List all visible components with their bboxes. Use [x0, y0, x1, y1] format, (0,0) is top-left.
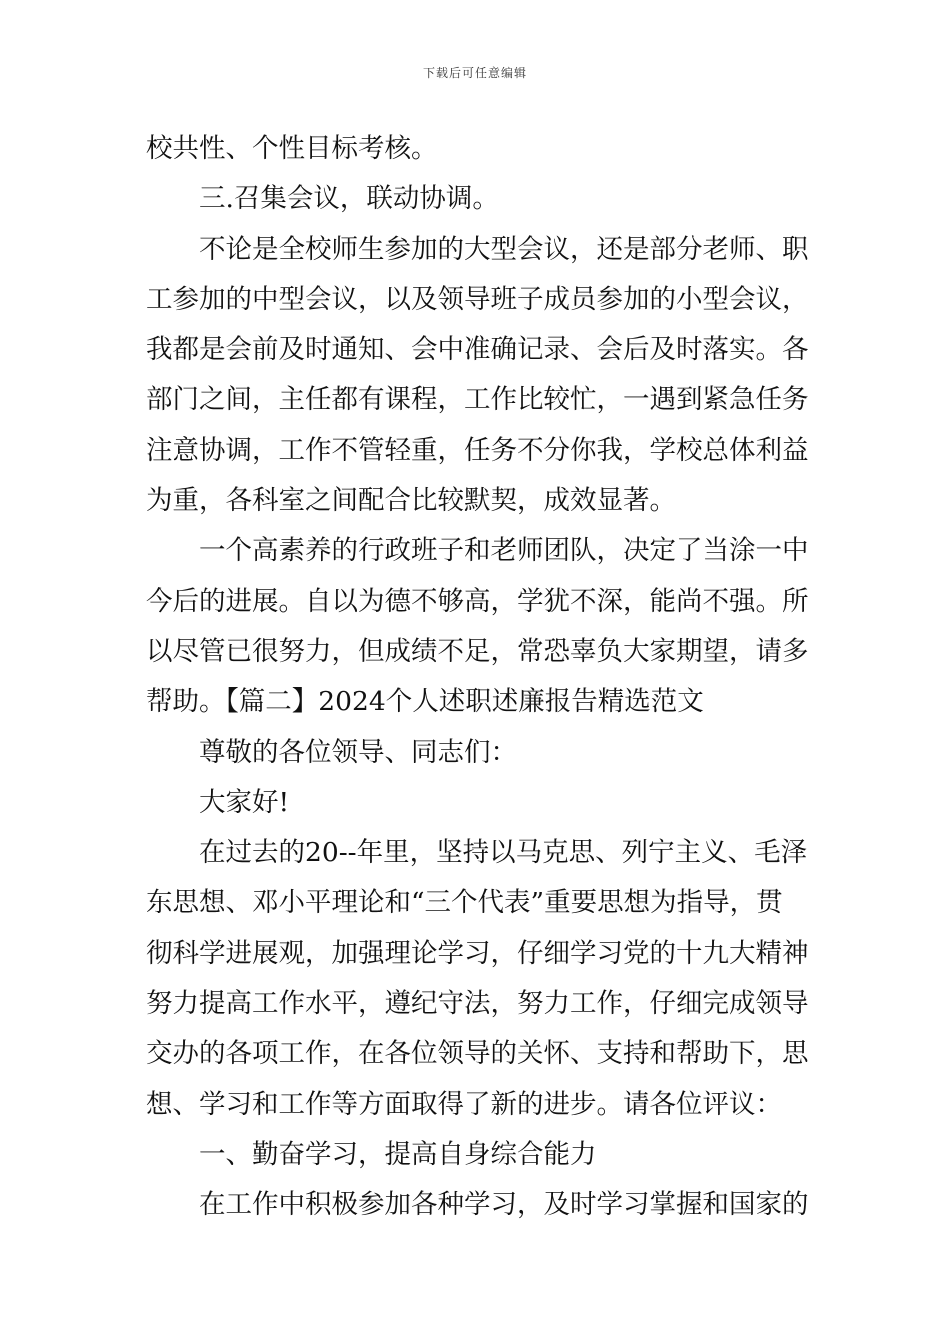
text-line: 我都是会前及时通知、会中准确记录、会后及时落实。各	[146, 334, 809, 366]
text-line: 想、学习和工作等方面取得了新的进步。请各位评议：	[146, 1088, 782, 1120]
text-line: 彻科学进展观，加强理论学习，仔细学习党的十九大精神	[146, 937, 809, 969]
text-line: 一个高素养的行政班子和老师团队，决定了当涂一中	[199, 535, 809, 567]
greeting: 大家好!	[199, 786, 290, 818]
text-line: 为重，各科室之间配合比较默契，成效显著。	[146, 485, 676, 517]
text-line: 努力提高工作水平，遵纪守法，努力工作，仔细完成领导	[146, 988, 809, 1020]
header-note: 下载后可任意编辑	[422, 66, 527, 80]
text-line: 在过去的20--年里，坚持以马克思、列宁主义、毛泽	[199, 837, 808, 869]
document-body	[146, 124, 810, 1231]
text-line: 交办的各项工作，在各位领导的关怀、支持和帮助下，思	[146, 1038, 809, 1070]
section-heading: 一、勤奋学习，提高自身综合能力	[199, 1138, 597, 1170]
text-line: 不论是全校师生参加的大型会议，还是部分老师、职	[199, 233, 809, 265]
text-line: 注意协调，工作不管轻重，任务不分你我，学校总体利益	[146, 434, 809, 466]
text-line: 部门之间，主任都有课程，工作比较忙，一遇到紧急任务	[146, 384, 809, 416]
text-line: 今后的进展。自以为德不够高，学犹不深，能尚不强。所	[146, 585, 809, 617]
text-line: 在工作中积极参加各种学习，及时学习掌握和国家的	[199, 1189, 809, 1221]
text-line: 校共性、个性目标考核。	[146, 133, 438, 164]
salutation: 尊敬的各位领导、同志们：	[199, 736, 517, 768]
text-line: 帮助。【篇二】2024个人述职述廉报告精选范文	[146, 686, 704, 718]
section-heading: 三.召集会议，联动协调。	[199, 183, 499, 215]
text-line: 工参加的中型会议，以及领导班子成员参加的小型会议，	[146, 283, 809, 315]
text-line: 以尽管已很努力，但成绩不足，常恐辜负大家期望，请多	[146, 635, 809, 667]
text-line: 东思想、邓小平理论和“三个代表”重要思想为指导，贯	[146, 887, 783, 919]
